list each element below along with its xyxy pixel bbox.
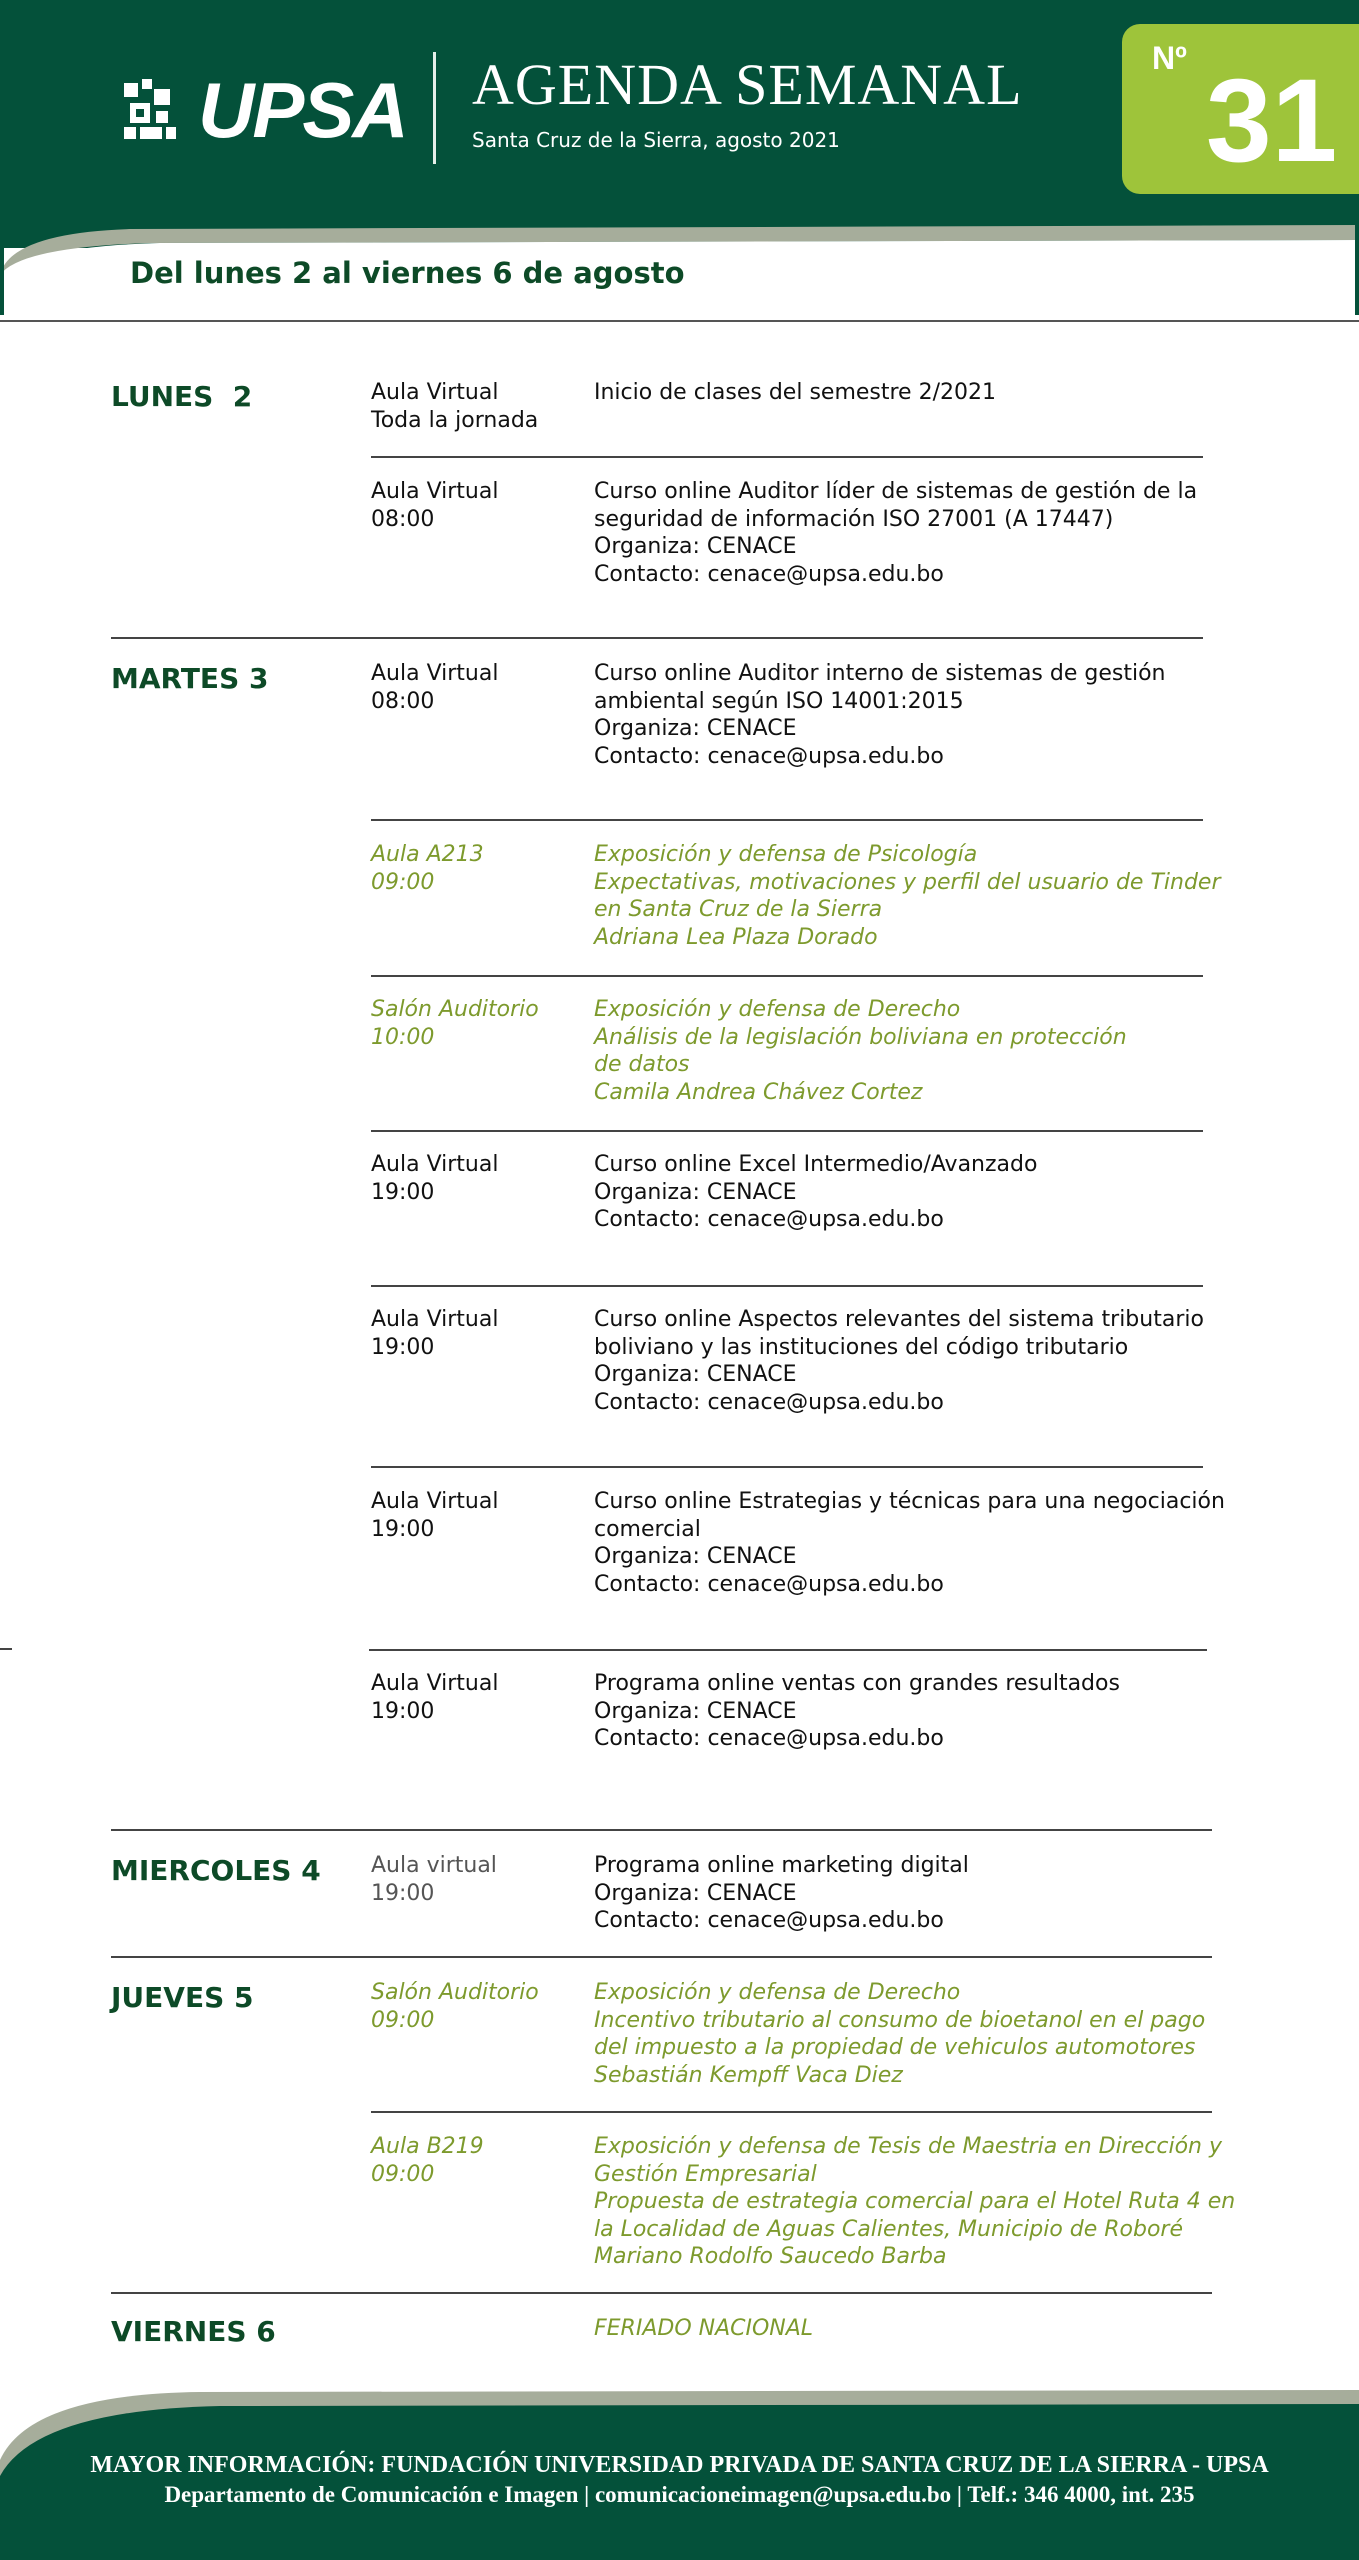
- issue-number-label: Nº: [1152, 40, 1187, 76]
- entry-location: Salón Auditorio 10:00: [371, 997, 539, 1050]
- entry-location: Aula Virtual Toda la jornada: [371, 380, 539, 433]
- section-divider: [0, 320, 1359, 322]
- issue-number: 31: [1206, 55, 1338, 187]
- day-label-viernes: VIERNES 6: [111, 2315, 276, 2348]
- footer-contact: Departamento de Comunicación e Imagen | comunicacioneimagen@upsa.edu.bo | Telf.: 346 4000, int. 235: [164, 2482, 1195, 2507]
- entry-description: Exposición y defensa de Psicología Expectativas, motivaciones y perfil del usuario de Tinder en Santa Cruz de la Sierra Adriana Lea Plaza Dorado: [594, 842, 1221, 950]
- entry-location: Salón Auditorio 09:00: [371, 1980, 539, 2033]
- footer-info: MAYOR INFORMACIÓN: FUNDACIÓN UNIVERSIDAD PRIVADA DE SANTA CRUZ DE LA SIERRA - UPSA: [90, 2452, 1269, 2478]
- issue-number-badge: [1122, 24, 1359, 194]
- entry-location: Aula B219 09:00: [371, 2134, 484, 2187]
- day-label-martes: MARTES 3: [111, 662, 269, 695]
- upsa-emblem-icon: [120, 75, 190, 145]
- entry-location: Aula virtual 19:00: [371, 1853, 497, 1906]
- week-range-heading: Del lunes 2 al viernes 6 de agosto: [130, 256, 685, 290]
- entry-divider: [371, 975, 1203, 977]
- entry-location: Aula Virtual 19:00: [371, 1307, 499, 1360]
- entry-location: Aula Virtual 08:00: [371, 661, 499, 714]
- entry-description: FERIADO NACIONAL: [594, 2316, 814, 2341]
- entry-description: Curso online Estrategias y técnicas para una negociación comercial Organiza: CENACE Contacto: cenace@upsa.edu.bo: [594, 1489, 1225, 1597]
- logo-wordmark: UPSA: [198, 66, 407, 154]
- entry-location: Aula Virtual 19:00: [371, 1671, 499, 1724]
- entry-location: Aula Virtual 19:00: [371, 1152, 499, 1205]
- entry-location: Aula Virtual 08:00: [371, 479, 499, 532]
- page-title: AGENDA SEMANAL: [472, 52, 1023, 117]
- entry-description: Curso online Auditor interno de sistemas de gestión ambiental según ISO 14001:2015 Organiza: CENACE Contacto: cenace@upsa.edu.bo: [594, 661, 1166, 769]
- entry-description: Curso online Aspectos relevantes del sistema tributario boliviano y las instituciones del código tributario Organiza: CENACE Contacto: cenace@upsa.edu.bo: [594, 1307, 1204, 1415]
- day-divider: [111, 2292, 1212, 2294]
- entry-description: Exposición y defensa de Derecho Análisis de la legislación boliviana en protección de datos Camila Andrea Chávez Cortez: [594, 997, 1127, 1105]
- header-divider: [433, 52, 436, 164]
- entry-description: Curso online Auditor líder de sistemas de gestión de la seguridad de información ISO 27001 (A 17447) Organiza: CENACE Contacto: cenace@upsa.edu.bo: [594, 479, 1198, 587]
- day-divider: [111, 1829, 1212, 1831]
- entry-description: Inicio de clases del semestre 2/2021: [594, 380, 996, 405]
- margin-tick: [0, 1648, 12, 1650]
- entry-divider: [371, 1466, 1203, 1468]
- page-subtitle: Santa Cruz de la Sierra, agosto 2021: [472, 128, 840, 152]
- entry-description: Exposición y defensa de Derecho Incentivo tributario al consumo de bioetanol en el pago del impuesto a la propiedad de vehiculos automotores Sebastián Kempff Vaca Diez: [594, 1980, 1206, 2088]
- entry-divider: [371, 456, 1203, 458]
- entry-divider: [369, 1649, 1207, 1651]
- entry-divider: [371, 1130, 1203, 1132]
- entry-description: Programa online marketing digital Organiza: CENACE Contacto: cenace@upsa.edu.bo: [594, 1853, 969, 1933]
- entry-description: Programa online ventas con grandes resultados Organiza: CENACE Contacto: cenace@upsa.edu.bo: [594, 1671, 1120, 1751]
- entry-divider: [371, 1285, 1203, 1287]
- entry-description: Exposición y defensa de Tesis de Maestria en Dirección y Gestión Empresarial Propuesta de estrategia comercial para el Hotel Ruta 4 en la Localidad de Aguas Calientes, Municipio de Roboré Mariano Rodolfo Saucedo Barba: [594, 2134, 1236, 2269]
- day-label-jueves: JUEVES 5: [111, 1981, 254, 2014]
- day-label-lunes: LUNES 2: [111, 380, 253, 413]
- day-divider: [111, 637, 1203, 639]
- upsa-logo: [120, 66, 407, 154]
- entry-divider: [371, 2111, 1212, 2113]
- header-banner: [0, 0, 1359, 248]
- entry-location: Aula A213 09:00: [371, 842, 484, 895]
- entry-description: Curso online Excel Intermedio/Avanzado Organiza: CENACE Contacto: cenace@upsa.edu.bo: [594, 1152, 1038, 1232]
- entry-location: Aula Virtual 19:00: [371, 1489, 499, 1542]
- day-label-miercoles: MIERCOLES 4: [111, 1854, 321, 1887]
- day-divider: [111, 1956, 1212, 1958]
- entry-divider: [371, 819, 1203, 821]
